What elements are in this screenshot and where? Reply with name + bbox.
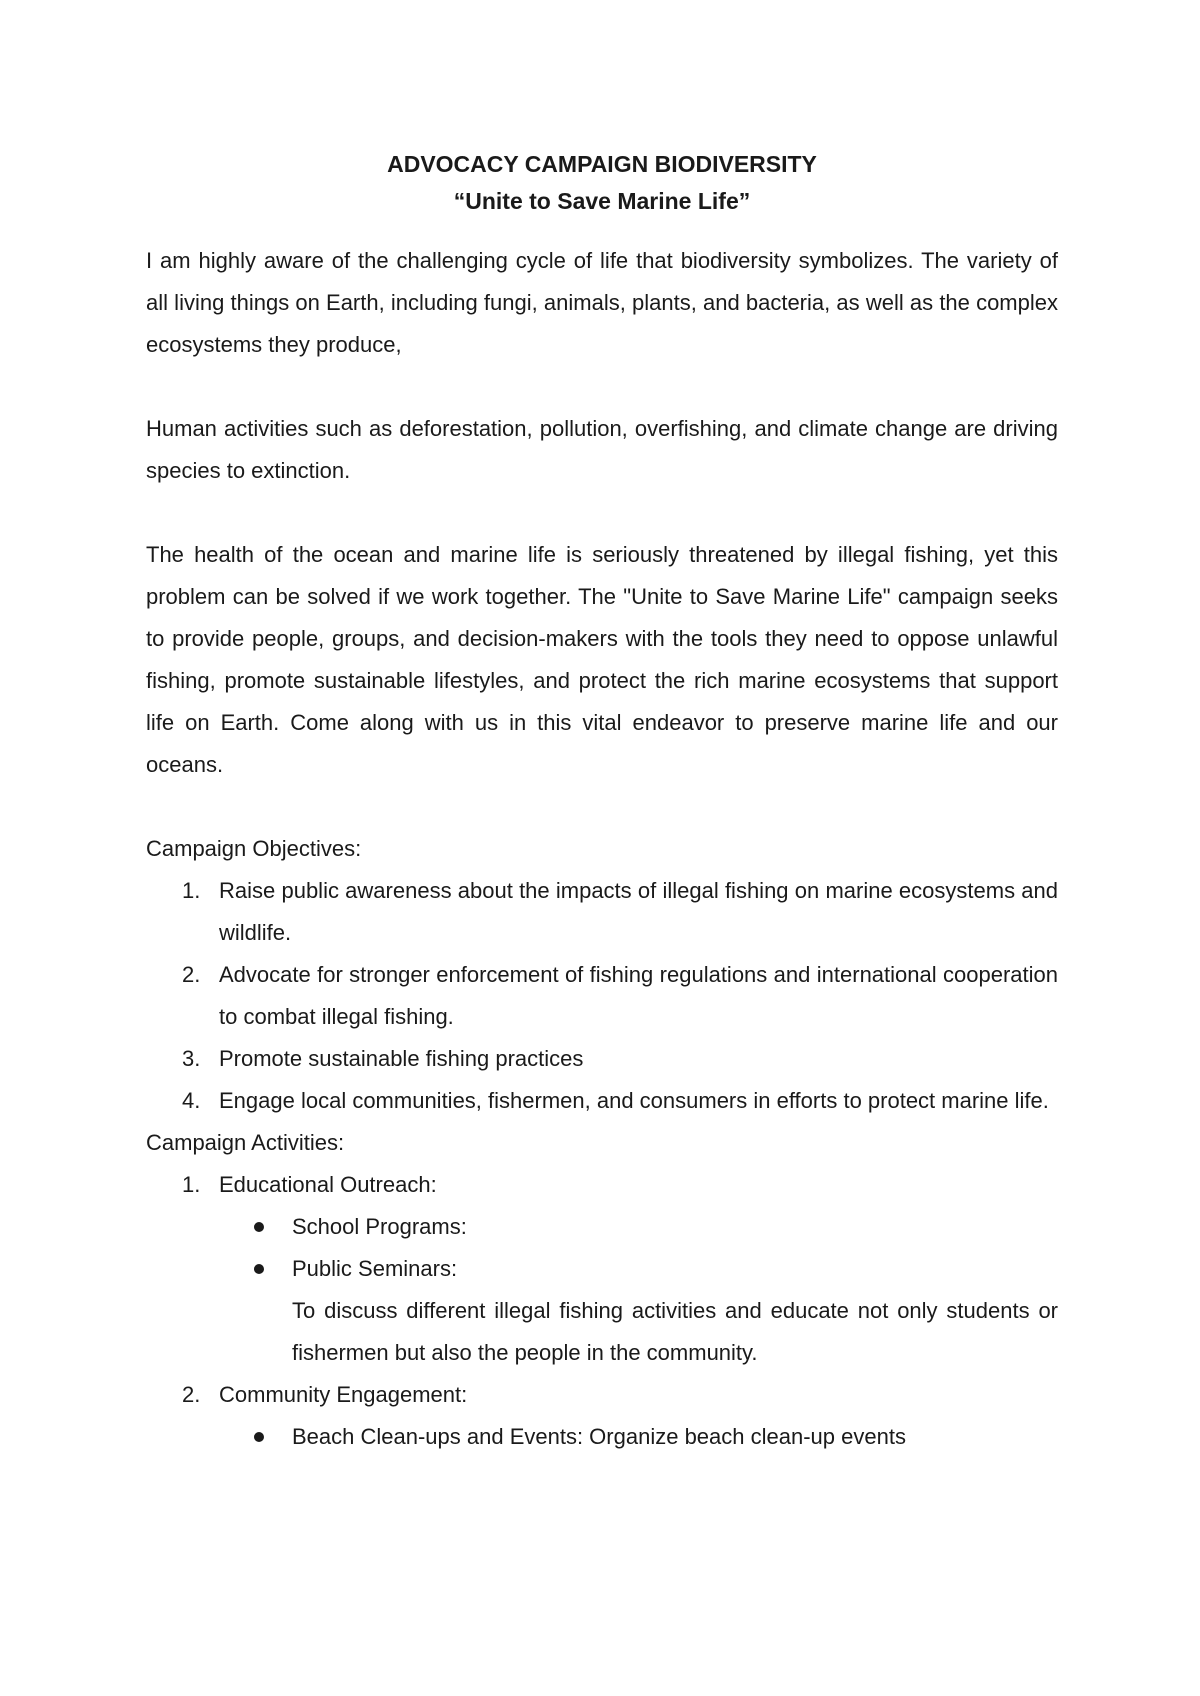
activity-item — [146, 1164, 1058, 1374]
activity-item — [146, 1374, 1058, 1458]
bullet-detail-text: To discuss different illegal fishing activities and educate not only students or fishermen but also the people in the community. — [292, 1298, 1058, 1365]
list-number: 2. — [182, 962, 201, 987]
activity-bullet-list — [146, 1416, 1058, 1458]
objective-item — [146, 1080, 1058, 1122]
document-content — [146, 146, 1058, 1458]
bullet-dot-icon — [254, 1222, 264, 1232]
objective-text: Engage local communities, fishermen, and consumers in efforts to protect marine life. — [219, 1088, 1049, 1113]
bullet-item — [146, 1206, 1058, 1248]
bullet-item — [146, 1248, 1058, 1374]
objective-item — [146, 954, 1058, 1038]
list-number: 1. — [182, 1172, 201, 1197]
bullet-item — [146, 1416, 1058, 1458]
objective-item — [146, 1038, 1058, 1080]
document-title: ADVOCACY CAMPAIGN BIODIVERSITY — [387, 151, 817, 177]
illegal-fishing-paragraph: The health of the ocean and marine life is seriously threatened by illegal fishing, yet this problem can be solved if we work together. The "Unite to Save Marine Life" campaign seeks to provide people, groups, and decision-makers with the tools they need to oppose unlawful fishing, promote sustainable lifestyles, and protect the rich marine ecosystems that support life on Earth. Come along with us in this vital endeavor to preserve marine life and our oceans. — [146, 542, 1058, 777]
bullet-dot-icon — [254, 1264, 264, 1274]
activities-heading: Campaign Activities: — [146, 1130, 345, 1155]
paragraph-spacer — [146, 786, 1058, 828]
bullet-dot-icon — [254, 1432, 264, 1442]
bullet-text: School Programs: — [292, 1214, 467, 1239]
activity-text: Community Engagement: — [219, 1382, 468, 1407]
list-number: 3. — [182, 1046, 201, 1071]
paragraph-spacer — [146, 366, 1058, 408]
objectives-heading: Campaign Objectives: — [146, 836, 362, 861]
list-number: 4. — [182, 1088, 201, 1113]
activities-list — [146, 1164, 1058, 1458]
document-subtitle: “Unite to Save Marine Life” — [453, 188, 751, 214]
objective-text: Advocate for stronger enforcement of fishing regulations and international cooperation to combat illegal fishing. — [219, 962, 1058, 1029]
activity-text: Educational Outreach: — [219, 1172, 437, 1197]
document-body — [146, 240, 1058, 1458]
intro-paragraph: I am highly aware of the challenging cycle of life that biodiversity symbolizes. The variety of all living things on Earth, including fungi, animals, plants, and bacteria, as well as the complex ecosystems they produce, — [146, 248, 1058, 357]
paragraph-spacer — [146, 492, 1058, 534]
activity-bullet-list — [146, 1206, 1058, 1374]
objective-text: Promote sustainable fishing practices — [219, 1046, 584, 1071]
bullet-text: Beach Clean-ups and Events: Organize beach clean-up events — [292, 1424, 906, 1449]
human-activities-paragraph: Human activities such as deforestation, pollution, overfishing, and climate change are driving species to extinction. — [146, 416, 1058, 483]
bullet-text: Public Seminars: — [292, 1256, 458, 1281]
objective-item — [146, 870, 1058, 954]
list-number: 1. — [182, 878, 201, 903]
objective-text: Raise public awareness about the impacts of illegal fishing on marine ecosystems and wildlife. — [219, 878, 1058, 945]
objectives-list — [146, 870, 1058, 1122]
list-number: 2. — [182, 1382, 201, 1407]
